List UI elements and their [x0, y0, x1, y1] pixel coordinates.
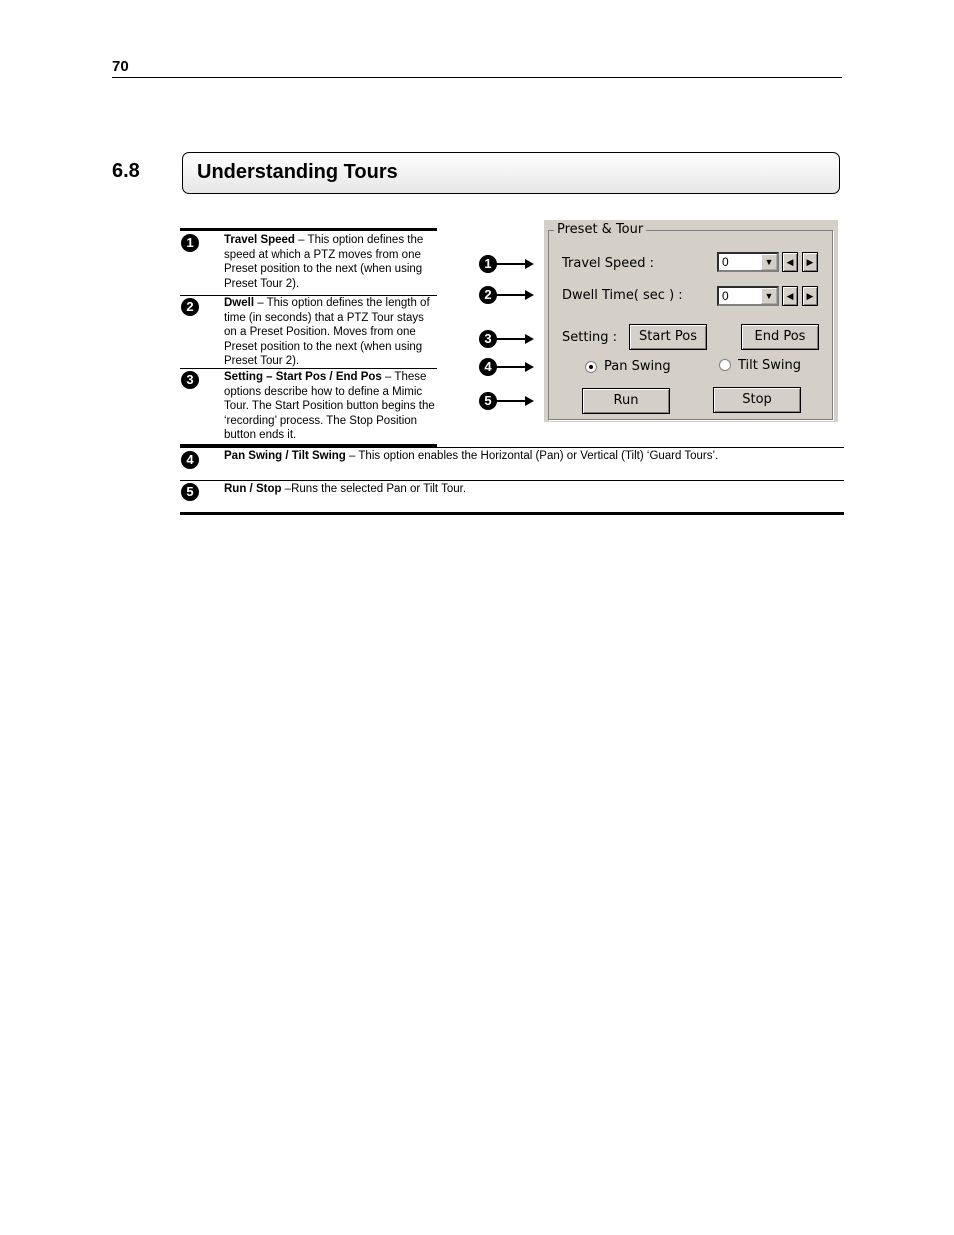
callout-5-title: Run / Stop	[224, 483, 282, 495]
arrow-head-4	[525, 362, 534, 372]
arrow-line-1	[496, 263, 526, 265]
callout-2-text: Dwell – This option defines the length of time (in seconds) that a PTZ Tour stays on a Preset Position. Moves from one Preset position to the next (when using Preset Tour 2).	[224, 297, 430, 367]
dwell-time-label: Dwell Time( sec ) :	[562, 288, 683, 303]
arrow-line-5	[496, 400, 526, 402]
arrow-line-4	[496, 366, 526, 368]
arrow-head-2	[525, 290, 534, 300]
pan-swing-label: Pan Swing	[604, 359, 671, 374]
radio-selected-dot	[589, 365, 593, 369]
dwell-time-combo[interactable]	[717, 286, 779, 306]
end-pos-button[interactable]: End Pos	[741, 324, 819, 350]
chevron-down-icon[interactable]: ▼	[761, 254, 777, 270]
setting-label: Setting :	[562, 330, 618, 345]
row-divider	[180, 480, 844, 481]
arrow-head-3	[525, 334, 534, 344]
callout-4-title: Pan Swing / Tilt Swing	[224, 450, 346, 462]
arrow-head-1	[525, 259, 534, 269]
callout-3-title: Setting – Start Pos / End Pos	[224, 371, 382, 383]
callout-badge-1: 1	[181, 234, 199, 252]
chevron-down-icon[interactable]: ▼	[761, 288, 777, 304]
arrow-badge-2: 2	[479, 286, 497, 304]
start-pos-button[interactable]: Start Pos	[629, 324, 707, 350]
callout-4-text: Pan Swing / Tilt Swing – This option enables the Horizontal (Pan) or Vertical (Tilt) ‘Guard Tours’.	[224, 450, 719, 462]
stop-button[interactable]: Stop	[713, 387, 801, 413]
callout-2-title: Dwell	[224, 297, 255, 309]
dwell-time-decrease-button[interactable]: ◀	[782, 286, 798, 306]
dwell-time-increase-button[interactable]: ▶	[802, 286, 818, 306]
arrow-line-2	[496, 294, 526, 296]
callout-5-body: Runs the selected Pan or Tilt Tour.	[291, 483, 467, 495]
callout-1-text: Travel Speed – This option defines the speed at which a PTZ moves from one Preset position to the next (when using Preset Tour 2).	[224, 234, 424, 290]
arrow-badge-3: 3	[479, 330, 497, 348]
dwell-time-value: 0	[722, 289, 729, 303]
callout-4-body: This option enables the Horizontal (Pan) or Vertical (Tilt) ‘Guard Tours’.	[358, 450, 719, 462]
arrow-head-5	[525, 396, 534, 406]
callout-1-body: This option defines the speed at which a PTZ moves from one Preset position to the next (when using Preset Tour 2).	[224, 234, 424, 290]
tilt-swing-radio[interactable]	[719, 359, 731, 371]
preset-tour-dialog	[544, 220, 838, 422]
callout-3-text: Setting – Start Pos / End Pos – These options describe how to define a Mimic Tour. The Start Position button begins the ‘recording’ process. The Stop Position button ends it.	[224, 371, 435, 441]
arrow-line-3	[496, 338, 526, 340]
callout-3-body: These options describe how to define a Mimic Tour. The Start Position button begins the ‘recording’ process. The Stop Position button ends it.	[224, 371, 435, 441]
callout-badge-3: 3	[181, 371, 199, 389]
page-number: 70	[112, 58, 129, 75]
section-title-box	[182, 152, 840, 194]
travel-speed-decrease-button[interactable]: ◀	[782, 252, 798, 272]
travel-speed-value: 0	[722, 255, 729, 269]
callout-1-title: Travel Speed	[224, 234, 295, 246]
callout-2-body: This option defines the length of time (in seconds) that a PTZ Tour stays on a Preset Position. Moves from one Preset position to the next (when using Preset Tour 2).	[224, 297, 430, 367]
pan-swing-radio[interactable]	[585, 361, 597, 373]
tilt-swing-label: Tilt Swing	[738, 358, 801, 373]
section-number: 6.8	[112, 160, 140, 182]
arrow-badge-1: 1	[479, 255, 497, 273]
header-rule	[112, 77, 842, 78]
arrow-badge-5: 5	[479, 392, 497, 410]
table-bottom-rule	[180, 512, 844, 515]
arrow-badge-4: 4	[479, 358, 497, 376]
callout-badge-4: 4	[181, 451, 199, 469]
table-top-rule	[180, 228, 437, 231]
travel-speed-increase-button[interactable]: ▶	[802, 252, 818, 272]
callout-badge-5: 5	[181, 483, 199, 501]
group-label: Preset & Tour	[554, 222, 646, 237]
section-title: Understanding Tours	[197, 161, 398, 183]
row-divider	[180, 447, 844, 448]
travel-speed-label: Travel Speed :	[562, 256, 655, 271]
travel-speed-combo[interactable]	[717, 252, 779, 272]
callout-badge-2: 2	[181, 298, 199, 316]
run-button[interactable]: Run	[582, 388, 670, 414]
callout-5-text: Run / Stop –Runs the selected Pan or Tilt Tour.	[224, 483, 467, 495]
